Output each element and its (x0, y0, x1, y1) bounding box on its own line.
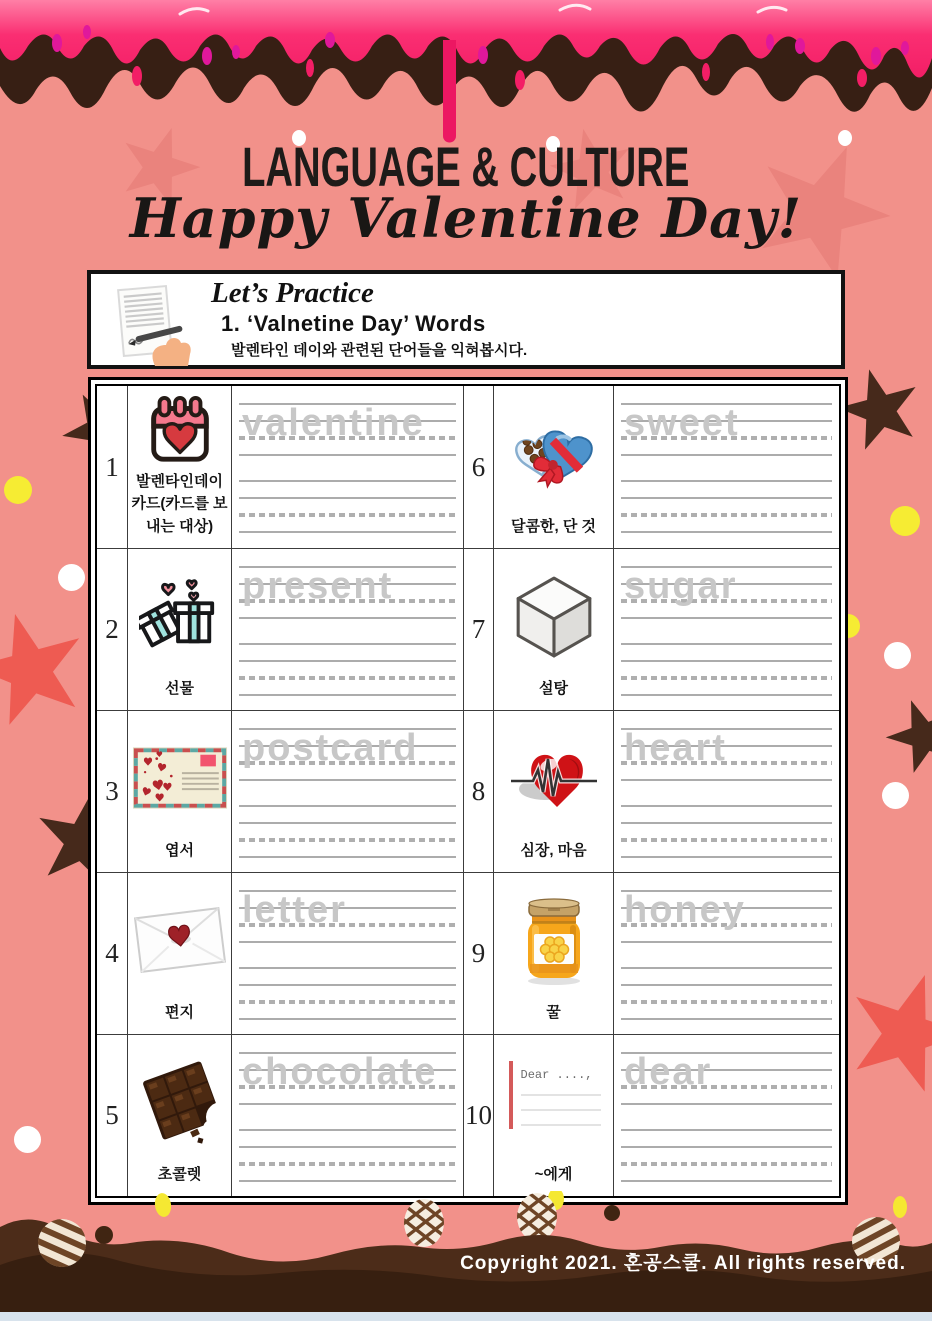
trace-word: honey (624, 889, 746, 931)
item-number: 3 (97, 710, 127, 872)
chocolate-drip-top (0, 0, 932, 152)
dear-note-text: Dear ...., (520, 1068, 593, 1083)
white-dot (884, 642, 911, 669)
yellow-dot (890, 506, 920, 536)
practice-instruction: 발렌타인 데이와 관련된 단어들을 익혀봅시다. (231, 342, 528, 359)
white-dot (58, 564, 85, 591)
practice-header-box (87, 270, 845, 369)
writing-practice-area (231, 710, 463, 872)
item-icon-cell (493, 872, 613, 1034)
honey-jar-icon (518, 879, 590, 1002)
item-icon-cell (493, 386, 613, 548)
page-title: Happy Valentine Day! (129, 186, 803, 250)
item-korean-label: 심장, 마음 (520, 841, 587, 859)
item-number: 1 (105, 451, 119, 482)
sugar-cube-icon (511, 555, 597, 678)
item-number: 6 (463, 386, 493, 548)
item-icon-cell (127, 548, 231, 710)
item-korean-label: 초콜렛 (157, 1165, 202, 1183)
item-korean-label: 달콤한, 단 것 (511, 517, 596, 535)
writing-practice-area (613, 548, 839, 710)
calendar-heart-icon (143, 392, 217, 471)
writing-practice-area (613, 386, 839, 548)
item-number: 8 (463, 710, 493, 872)
item-icon-cell (127, 386, 231, 548)
gift-boxes-icon (139, 555, 221, 678)
brown-star (875, 687, 932, 784)
item-icon-cell (127, 710, 231, 872)
item-korean-label: 꿀 (546, 1003, 561, 1021)
dear-note-red-bar (509, 1061, 513, 1129)
postcard-icon (131, 717, 229, 840)
writing-practice-area (231, 1034, 463, 1196)
trace-word: chocolate (242, 1051, 438, 1093)
item-korean-label: 엽서 (165, 841, 194, 859)
item-icon-cell (493, 1034, 613, 1196)
item-korean-label: 편지 (165, 1003, 194, 1021)
chocolate-bar-icon (134, 1041, 226, 1164)
writing-practice-area (231, 548, 463, 710)
writing-practice-area (613, 710, 839, 872)
item-icon-cell (493, 710, 613, 872)
trace-word: sugar (624, 565, 738, 607)
item-korean-label: 선물 (165, 679, 194, 697)
practice-heading: Let’s Practice (211, 277, 374, 309)
trace-word: sweet (624, 402, 740, 444)
item-korean-label: 발렌타인데이 카드(카드를 보내는 대상) (131, 472, 228, 535)
item-number: 10 (463, 1034, 493, 1196)
heart-pulse-icon (508, 717, 600, 840)
writing-hand-icon (107, 282, 191, 366)
item-number: 2 (97, 548, 127, 710)
trace-word: letter (242, 889, 347, 931)
category-title: LANGUAGE & CULTURE (242, 137, 690, 199)
item-korean-label: 설탕 (539, 679, 568, 697)
item-icon-cell (127, 1034, 231, 1196)
trace-word: heart (624, 727, 727, 769)
chocolate-box-icon (504, 392, 604, 516)
copyright-text: Copyright 2021. 혼공스쿨. All rights reserved. (460, 1253, 906, 1274)
item-number: 7 (463, 548, 493, 710)
item-icon-cell (493, 548, 613, 710)
writing-practice-area (231, 872, 463, 1034)
item-korean-label: ~에게 (534, 1165, 573, 1183)
trace-word: valentine (242, 402, 425, 444)
dear-note-icon (502, 1041, 606, 1164)
item-number: 5 (97, 1034, 127, 1196)
vocabulary-table (88, 377, 848, 1205)
trace-word: dear (624, 1051, 713, 1093)
writing-practice-area (613, 872, 839, 1034)
item-number: 4 (97, 872, 127, 1034)
item-number: 9 (463, 872, 493, 1034)
writing-practice-area (231, 386, 463, 548)
trace-word: postcard (242, 727, 419, 769)
yellow-dot (4, 476, 32, 504)
white-dot (882, 782, 909, 809)
trace-word: present (242, 565, 394, 607)
bottom-strip (0, 1312, 932, 1321)
writing-practice-area (613, 1034, 839, 1196)
white-dot (14, 1126, 41, 1153)
item-icon-cell (127, 872, 231, 1034)
red-star (0, 599, 101, 741)
practice-number-title: 1. ‘Valnetine Day’ Words (221, 311, 486, 336)
love-letter-icon (134, 879, 226, 1002)
